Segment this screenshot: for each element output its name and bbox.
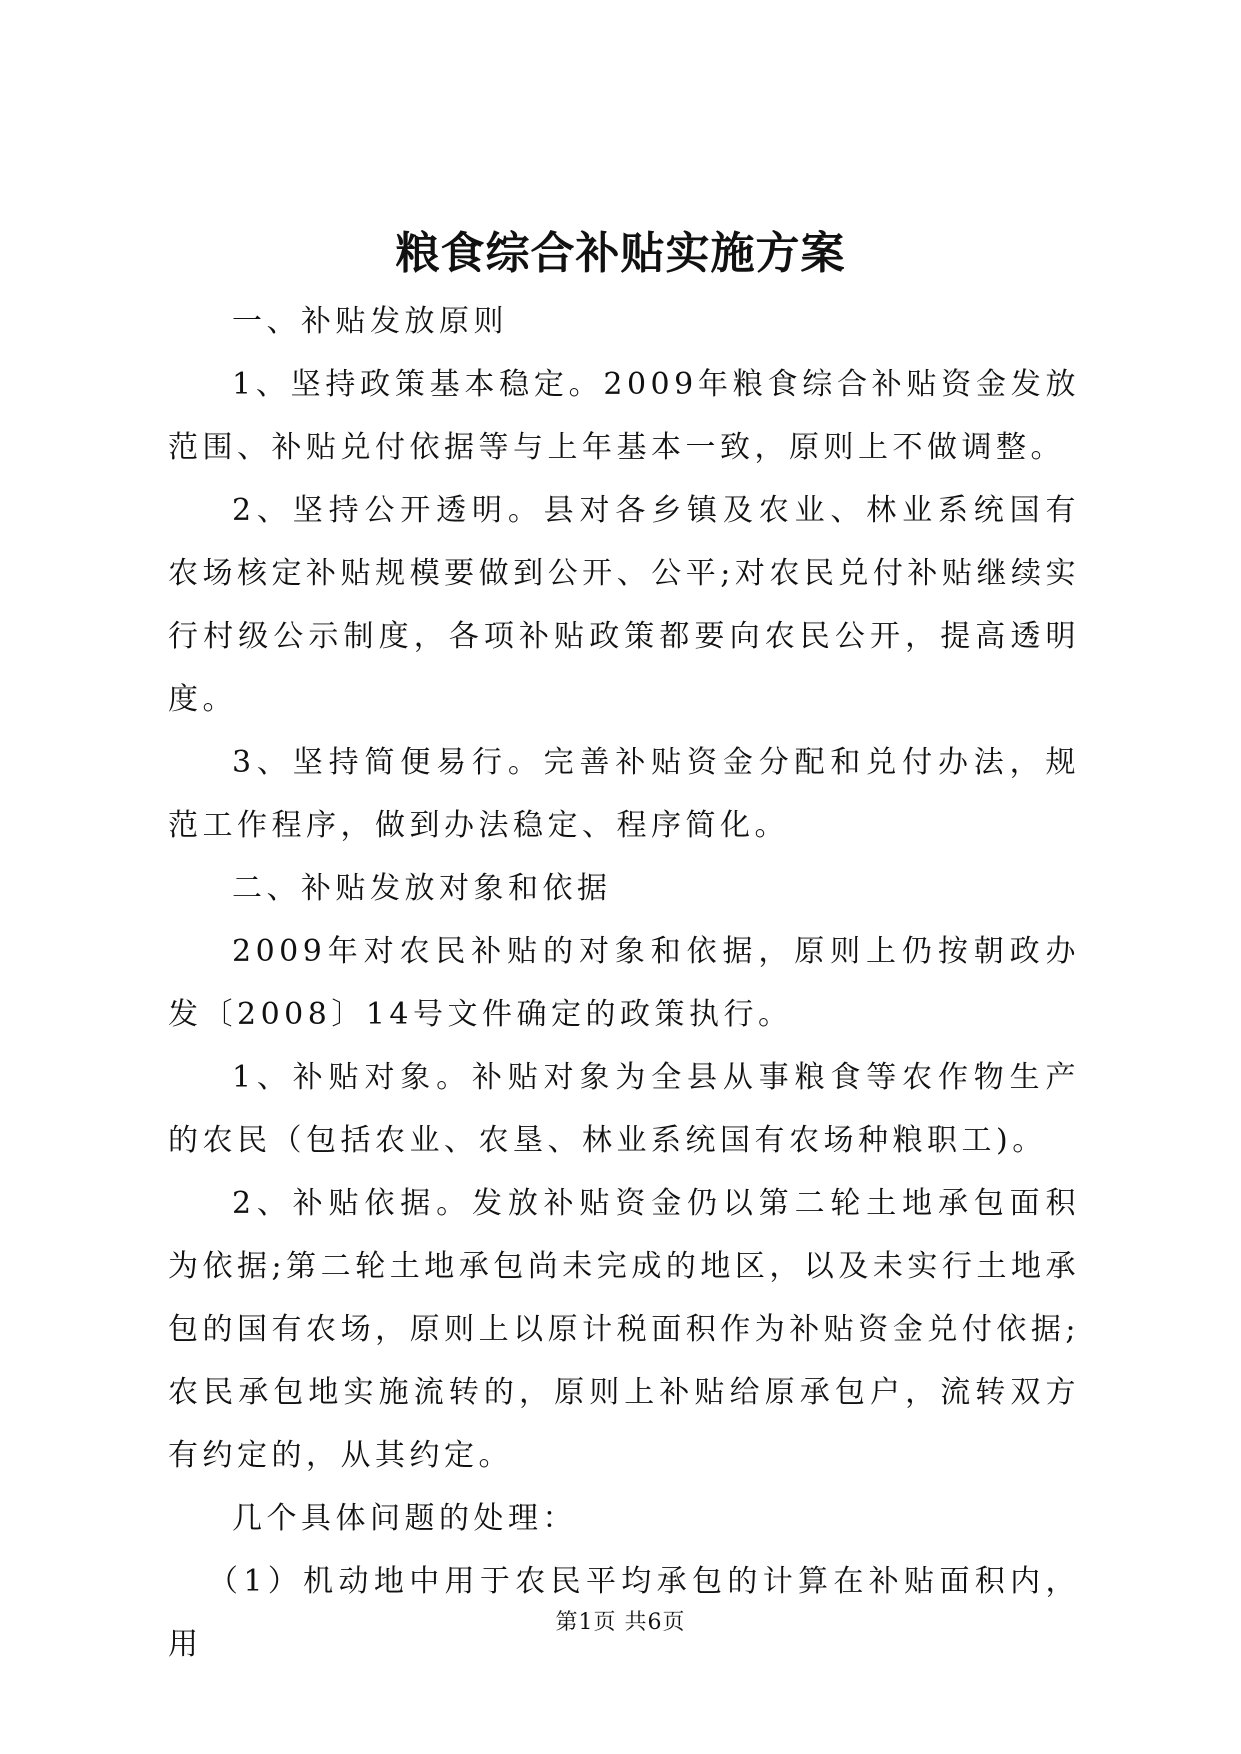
paragraph-principle-1: 1、坚持政策基本稳定。2009年粮食综合补贴资金发放范围、补贴兑付依据等与上年基本一致，原则上不做调整。 bbox=[168, 367, 1080, 465]
section-heading-2: 二、补贴发放对象和依据 bbox=[232, 871, 612, 906]
paragraph-principle-3: 3、坚持简便易行。完善补贴资金分配和兑付办法，规范工作程序，做到办法稳定、程序简化。 bbox=[168, 745, 1080, 843]
paragraph-issue-1: （1）机动地中用于农民平均承包的计算在补贴面积内，用 bbox=[168, 1564, 1080, 1662]
section-heading-1: 一、补贴发放原则 bbox=[232, 304, 508, 339]
document-title: 粮食综合补贴实施方案 bbox=[395, 228, 846, 279]
page-footer: 第1页 共6页 bbox=[555, 1610, 686, 1635]
document-body bbox=[168, 290, 1080, 1676]
paragraph-basis-intro: 2009年对农民补贴的对象和依据，原则上仍按朝政办发〔2008〕14号文件确定的政策执行。 bbox=[168, 934, 1080, 1032]
paragraph-subsidy-target: 1、补贴对象。补贴对象为全县从事粮食等农作物生产的农民（包括农业、农垦、林业系统国有农场种粮职工)。 bbox=[168, 1060, 1080, 1158]
paragraph-subsidy-basis: 2、补贴依据。发放补贴资金仍以第二轮土地承包面积为依据;第二轮土地承包尚未完成的地区，以及未实行土地承包的国有农场，原则上以原计税面积作为补贴资金兑付依据;农民承包地实施流转的，原则上补贴给原承包户，流转双方有约定的，从其约定。 bbox=[168, 1186, 1080, 1473]
paragraph-specific-issues: 几个具体问题的处理： bbox=[232, 1501, 577, 1536]
paragraph-principle-2: 2、坚持公开透明。县对各乡镇及农业、林业系统国有农场核定补贴规模要做到公开、公平;对农民兑付补贴继续实行村级公示制度，各项补贴政策都要向农民公开，提高透明度。 bbox=[168, 493, 1080, 717]
